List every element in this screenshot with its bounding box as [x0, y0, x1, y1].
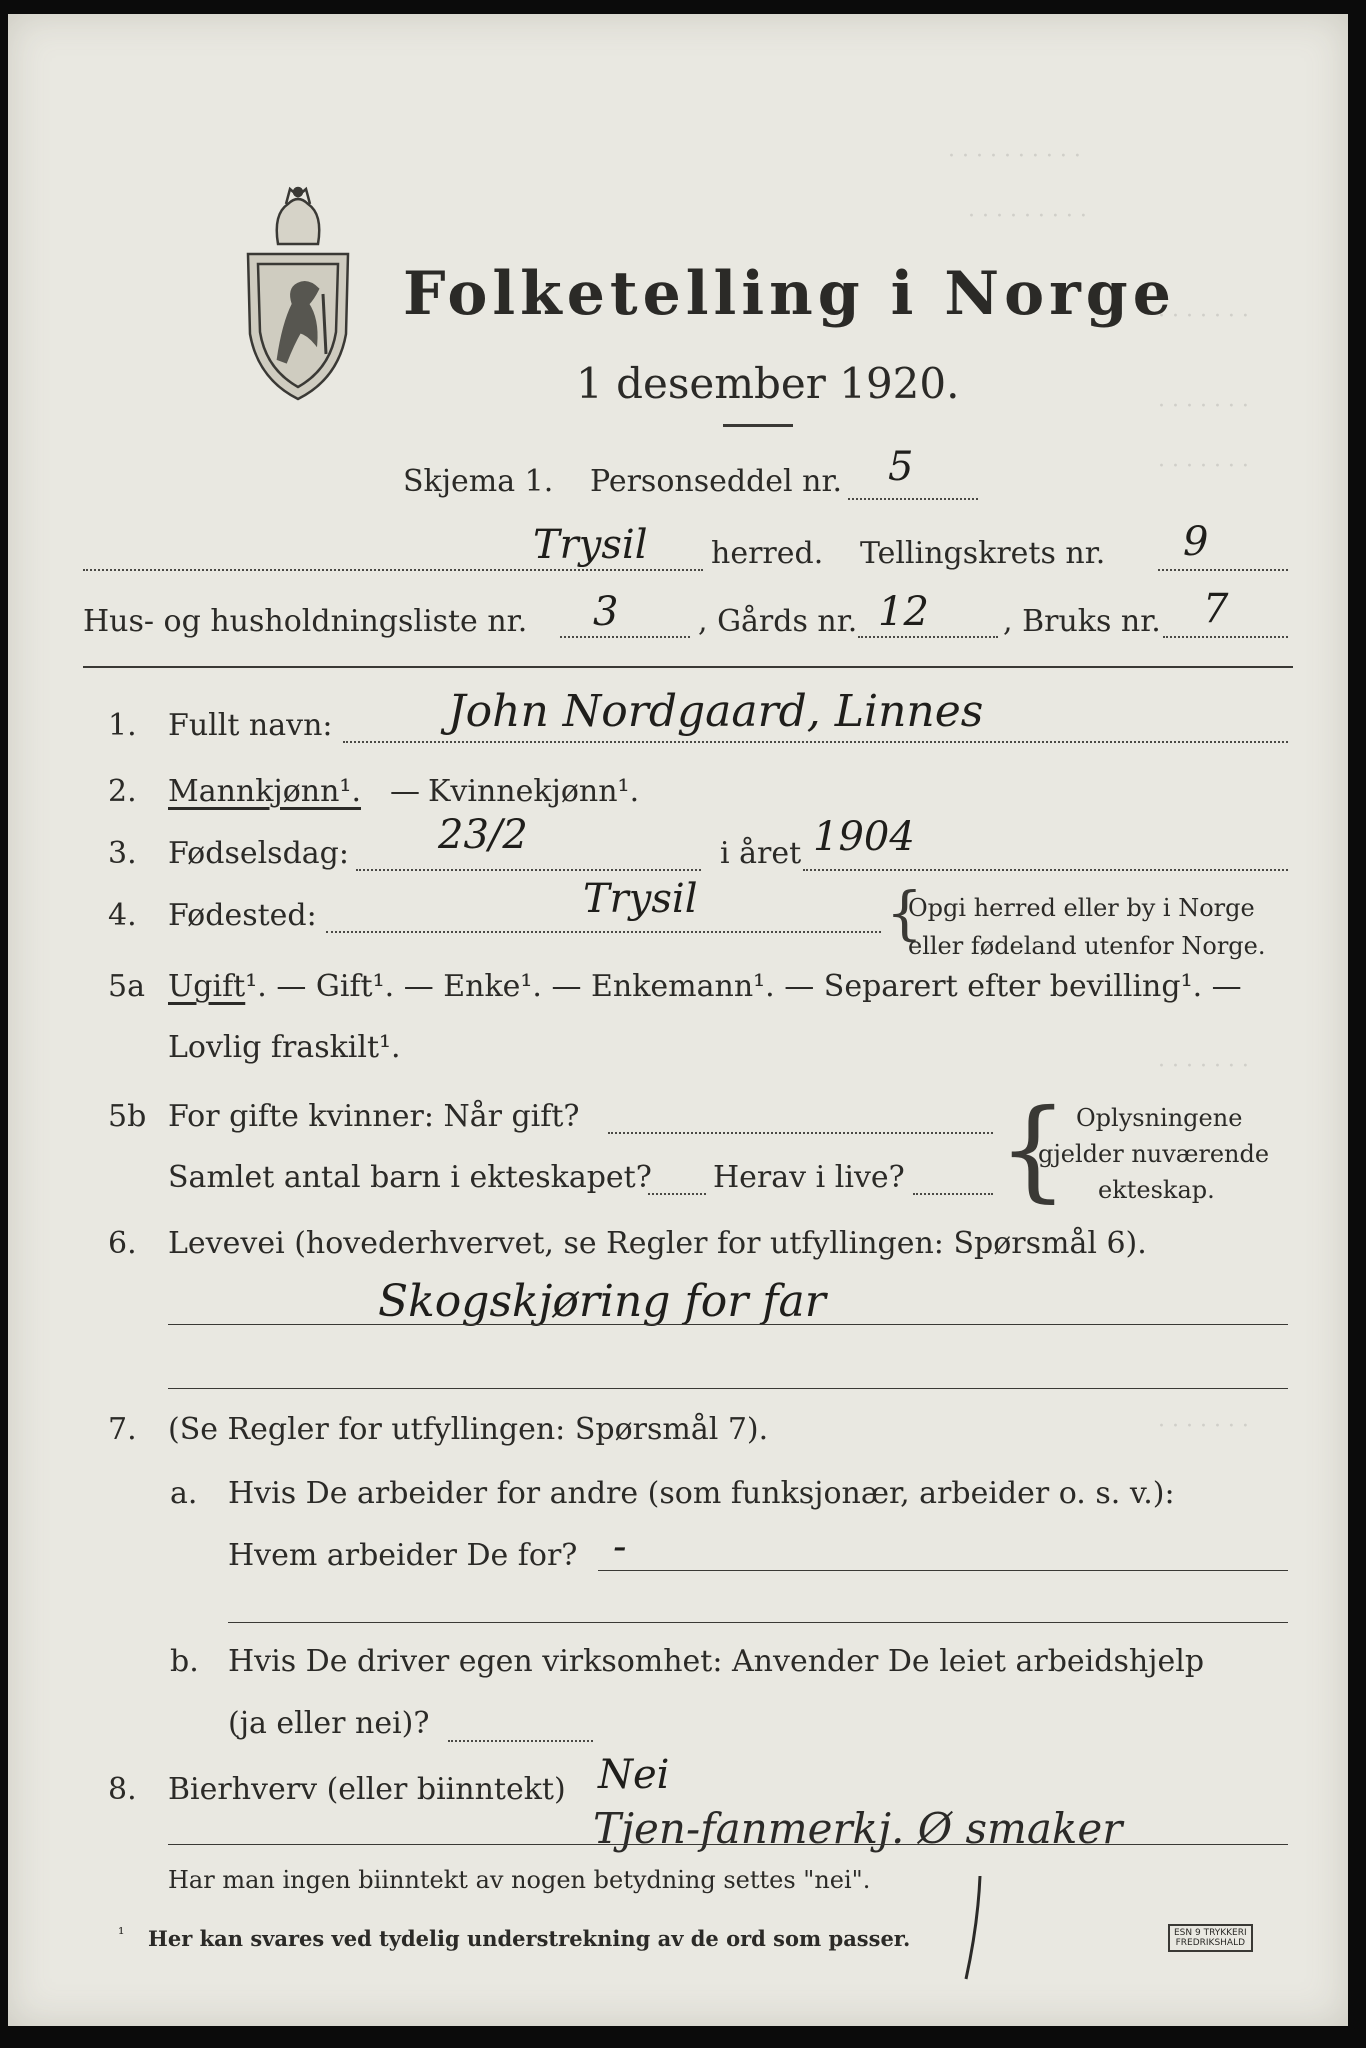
- q5a-number: 5a: [108, 969, 145, 1004]
- occupation-value[interactable]: Skogskjøring for far: [378, 1276, 826, 1327]
- q1-number: 1.: [108, 708, 137, 743]
- bruks-value[interactable]: 7: [1203, 586, 1229, 632]
- schema-label: Skjema 1.: [403, 464, 554, 499]
- no-income-note: Har man ingen biinntekt av nogen betydning settes "nei".: [168, 1866, 871, 1894]
- q4-note-2: eller fødeland utenfor Norge.: [908, 932, 1266, 960]
- norway-coat-of-arms-icon: [238, 184, 358, 404]
- gards-value[interactable]: 12: [878, 589, 929, 635]
- q5b-note-2: gjelder nuværende: [1038, 1140, 1270, 1168]
- q5b-when-married-label: For gifte kvinner: Når gift?: [168, 1099, 580, 1134]
- stamp-line-1: ESN 9 TRYKKERI: [1174, 1928, 1247, 1938]
- q7a-number: a.: [170, 1476, 198, 1511]
- q2-number: 2.: [108, 774, 137, 809]
- full-name-value[interactable]: John Nordgaard, Linnes: [448, 686, 984, 737]
- personseddel-value[interactable]: 5: [888, 444, 914, 490]
- q5b-children-label: Samlet antal barn i ekteskapet?: [168, 1160, 652, 1195]
- q3-number: 3.: [108, 836, 137, 871]
- q8-label: Bierhverv (eller biinntekt): [168, 1772, 566, 1807]
- unmarried-option[interactable]: Ugift: [168, 969, 246, 1004]
- q7a-label-1: Hvis De arbeider for andre (som funksjonær, arbeider o. s. v.):: [228, 1476, 1175, 1511]
- q5b-note-1: Oplysningene: [1076, 1104, 1243, 1132]
- q5b-alive-label: Herav i live?: [713, 1160, 905, 1195]
- q3-label: Fødselsdag:: [168, 836, 349, 871]
- male-option[interactable]: Mannkjønn¹.: [168, 774, 361, 809]
- tellingskrets-label: Tellingskrets nr.: [860, 536, 1106, 571]
- census-form-sheet: · · · · · · · · · · · · · · · · · · · · · · · · · · · · · · · · · · · · · · · · · · · · · · · · · · · · · · Folketelling i Norge 1 desember 1920. Skjema 1. Personseddel nr. 5 Trysil herred. Tellingskrets nr. 9 Hus- og husholdningsliste nr. 3 , Gårds nr. 12 , Bruks nr. 7 1. Fullt navn: John Nordgaard, Linnes 2. Mannkjønn¹. — Kvinnekjønn¹. 3. Fødselsdag: 23/2 i året 1904 4. Fødested: Trysil { Opgi herred eller by i Norge eller fødeland utenfor Norge. 5a Ugift¹. — Gift¹. — Enke¹. — Enkemann¹. — Separert efter bevilling¹. — Lovlig fraskilt¹. 5b For gifte kvinner: Når gift? Samlet antal barn i ekteskapet? Herav i live? { Oplysningene gjelder nuværende ekteskap. 6. Levevei (hovederhvervet, se Regler for utfyllingen: Spørsmål 6). Skogskjøring for far 7. (Se Regler for utfyllingen: Spørsmål 7). a. Hvis De arbeider for andre (som funksjonær, arbeider o. s. v.): Hvem arbeider De for? - b. Hvis De driver egen virksomhet: Anvender De leiet arbeidshjelp (ja eller nei)? 8. Bierhverv (eller biinntekt) Nei Tjen-fanmerkj. Ø smaker Har man ingen biinntekt av nogen betydning settes "nei". ¹ Her kan svares ved tydelig understrekning av de ord som passer. ESN 9 TRYKKERI FREDRIKSHALD: [8, 14, 1348, 2026]
- q5b-number: 5b: [108, 1099, 147, 1134]
- q7b-label-2: (ja eller nei)?: [228, 1706, 430, 1741]
- form-date: 1 desember 1920.: [576, 359, 960, 408]
- title-divider: [723, 424, 793, 427]
- side-income-annotation: Tjen-fanmerkj. Ø smaker: [593, 1804, 1123, 1853]
- year-label: i året: [720, 836, 802, 871]
- gards-label: , Gårds nr.: [698, 604, 858, 639]
- footnote-mark: ¹: [118, 1924, 125, 1943]
- personseddel-label: Personseddel nr.: [590, 464, 843, 499]
- q6-label: Levevei (hovederhvervet, se Regler for utfyllingen: Spørsmål 6).: [168, 1226, 1147, 1261]
- birthday-value[interactable]: 23/2: [438, 812, 528, 858]
- birthplace-value[interactable]: Trysil: [583, 876, 698, 922]
- q6-number: 6.: [108, 1226, 137, 1261]
- printer-stamp: [1168, 1924, 1253, 1952]
- employer-value[interactable]: -: [613, 1524, 627, 1570]
- header-divider: [83, 666, 1293, 668]
- stamp-line-2: FREDRIKSHALD: [1175, 1938, 1246, 1948]
- birth-year-value[interactable]: 1904: [813, 814, 915, 860]
- annotation-stroke-icon: [958, 1874, 988, 1984]
- q4-label: Fødested:: [168, 898, 317, 933]
- q7-number: 7.: [108, 1412, 137, 1447]
- q1-label: Fullt navn:: [168, 708, 333, 743]
- q5b-note-3: ekteskap.: [1098, 1176, 1215, 1204]
- q5a-options: [168, 969, 1242, 1004]
- side-income-value[interactable]: Nei: [598, 1752, 670, 1798]
- tellingskrets-value[interactable]: 9: [1183, 519, 1209, 565]
- female-option[interactable]: Kvinnekjønn¹.: [428, 774, 640, 809]
- q7a-label-2: Hvem arbeider De for?: [228, 1538, 578, 1573]
- hus-label: Hus- og husholdningsliste nr.: [83, 604, 528, 639]
- footnote-text: Her kan svares ved tydelig understrekning av de ord som passer.: [148, 1926, 911, 1951]
- q7b-label-1: Hvis De driver egen virksomhet: Anvender De leiet arbeidshjelp: [228, 1644, 1205, 1679]
- bruks-label: , Bruks nr.: [1003, 604, 1161, 639]
- other-status-options[interactable]: ¹. — Gift¹. — Enke¹. — Enkemann¹. — Separert efter bevilling¹. —: [245, 969, 1242, 1004]
- q7b-number: b.: [170, 1644, 199, 1679]
- q7-label: (Se Regler for utfyllingen: Spørsmål 7).: [168, 1412, 769, 1447]
- q4-number: 4.: [108, 898, 137, 933]
- q8-number: 8.: [108, 1772, 137, 1807]
- herred-value[interactable]: Trysil: [533, 522, 648, 568]
- form-title: Folketelling i Norge: [403, 259, 1176, 329]
- hus-value[interactable]: 3: [593, 589, 619, 635]
- q2-separator: —: [390, 774, 420, 809]
- divorced-option[interactable]: Lovlig fraskilt¹.: [168, 1030, 401, 1065]
- q4-note-1: Opgi herred eller by i Norge: [908, 894, 1255, 922]
- herred-label: herred.: [711, 536, 824, 571]
